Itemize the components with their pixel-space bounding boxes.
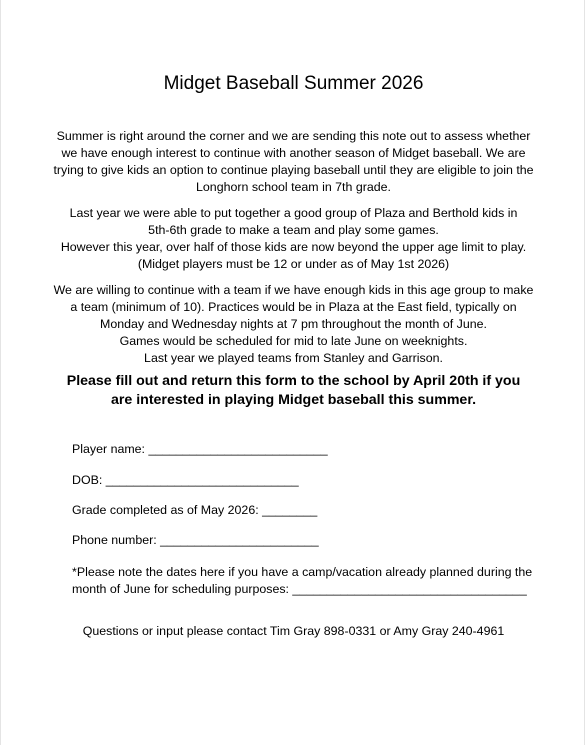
text-line: (Midget players must be 12 or under as of May 1st 2026) [137, 257, 450, 271]
text-line: Monday and Wednesday nights at 7 pm throughout the month of June. [100, 317, 487, 331]
text-line: trying to give kids an option to continue playing baseball until they are eligible to join the [53, 163, 534, 177]
text-line: Last year we were able to put together a good group of Plaza and Berthold kids in [69, 206, 518, 220]
schedule-conflict-note [72, 564, 532, 598]
text-line: we have enough interest to continue with another season of Midget baseball. We are [61, 146, 526, 160]
last-year-paragraph [1, 205, 585, 273]
return-form-notice [1, 372, 585, 410]
notice-line: Please fill out and return this form to the school by April 20th if you [66, 373, 521, 389]
note-line: *Please note the dates here if you have a camp/vacation already planned during the [72, 565, 533, 579]
text-line: Last year we played teams from Stanley and Garrison. [144, 351, 443, 365]
note-line: month of June for scheduling purposes: __________________________________ [72, 582, 527, 596]
phone-number-field: Phone number: _______________________ [72, 533, 319, 547]
text-line: Games would be scheduled for mid to late June on weeknights. [119, 334, 468, 348]
contact-line: Questions or input please contact Tim Gray 898-0331 or Amy Gray 240-4961 [82, 624, 505, 638]
text-line: Longhorn school team in 7th grade. [196, 180, 391, 194]
page-title: Midget Baseball Summer 2026 [163, 73, 424, 94]
dob-field: DOB: ____________________________ [72, 473, 299, 487]
text-line: We are willing to continue with a team if we have enough kids in this age group to make [53, 283, 534, 297]
grade-completed-field: Grade completed as of May 2026: ________ [72, 503, 318, 517]
text-line: However this year, over half of those kids are now beyond the upper age limit to play. [60, 240, 527, 254]
text-line: 5th-6th grade to make a team and play some games. [148, 223, 439, 237]
text-line: Summer is right around the corner and we are sending this note out to assess whether [56, 129, 531, 143]
team-details-paragraph [1, 282, 585, 367]
notice-line: are interested in playing Midget baseball this summer. [110, 392, 477, 408]
player-name-field: Player name: __________________________ [72, 442, 328, 456]
intro-paragraph [1, 128, 585, 196]
text-line: a team (minimum of 10). Practices would be in Plaza at the East field, typically on [70, 300, 517, 314]
